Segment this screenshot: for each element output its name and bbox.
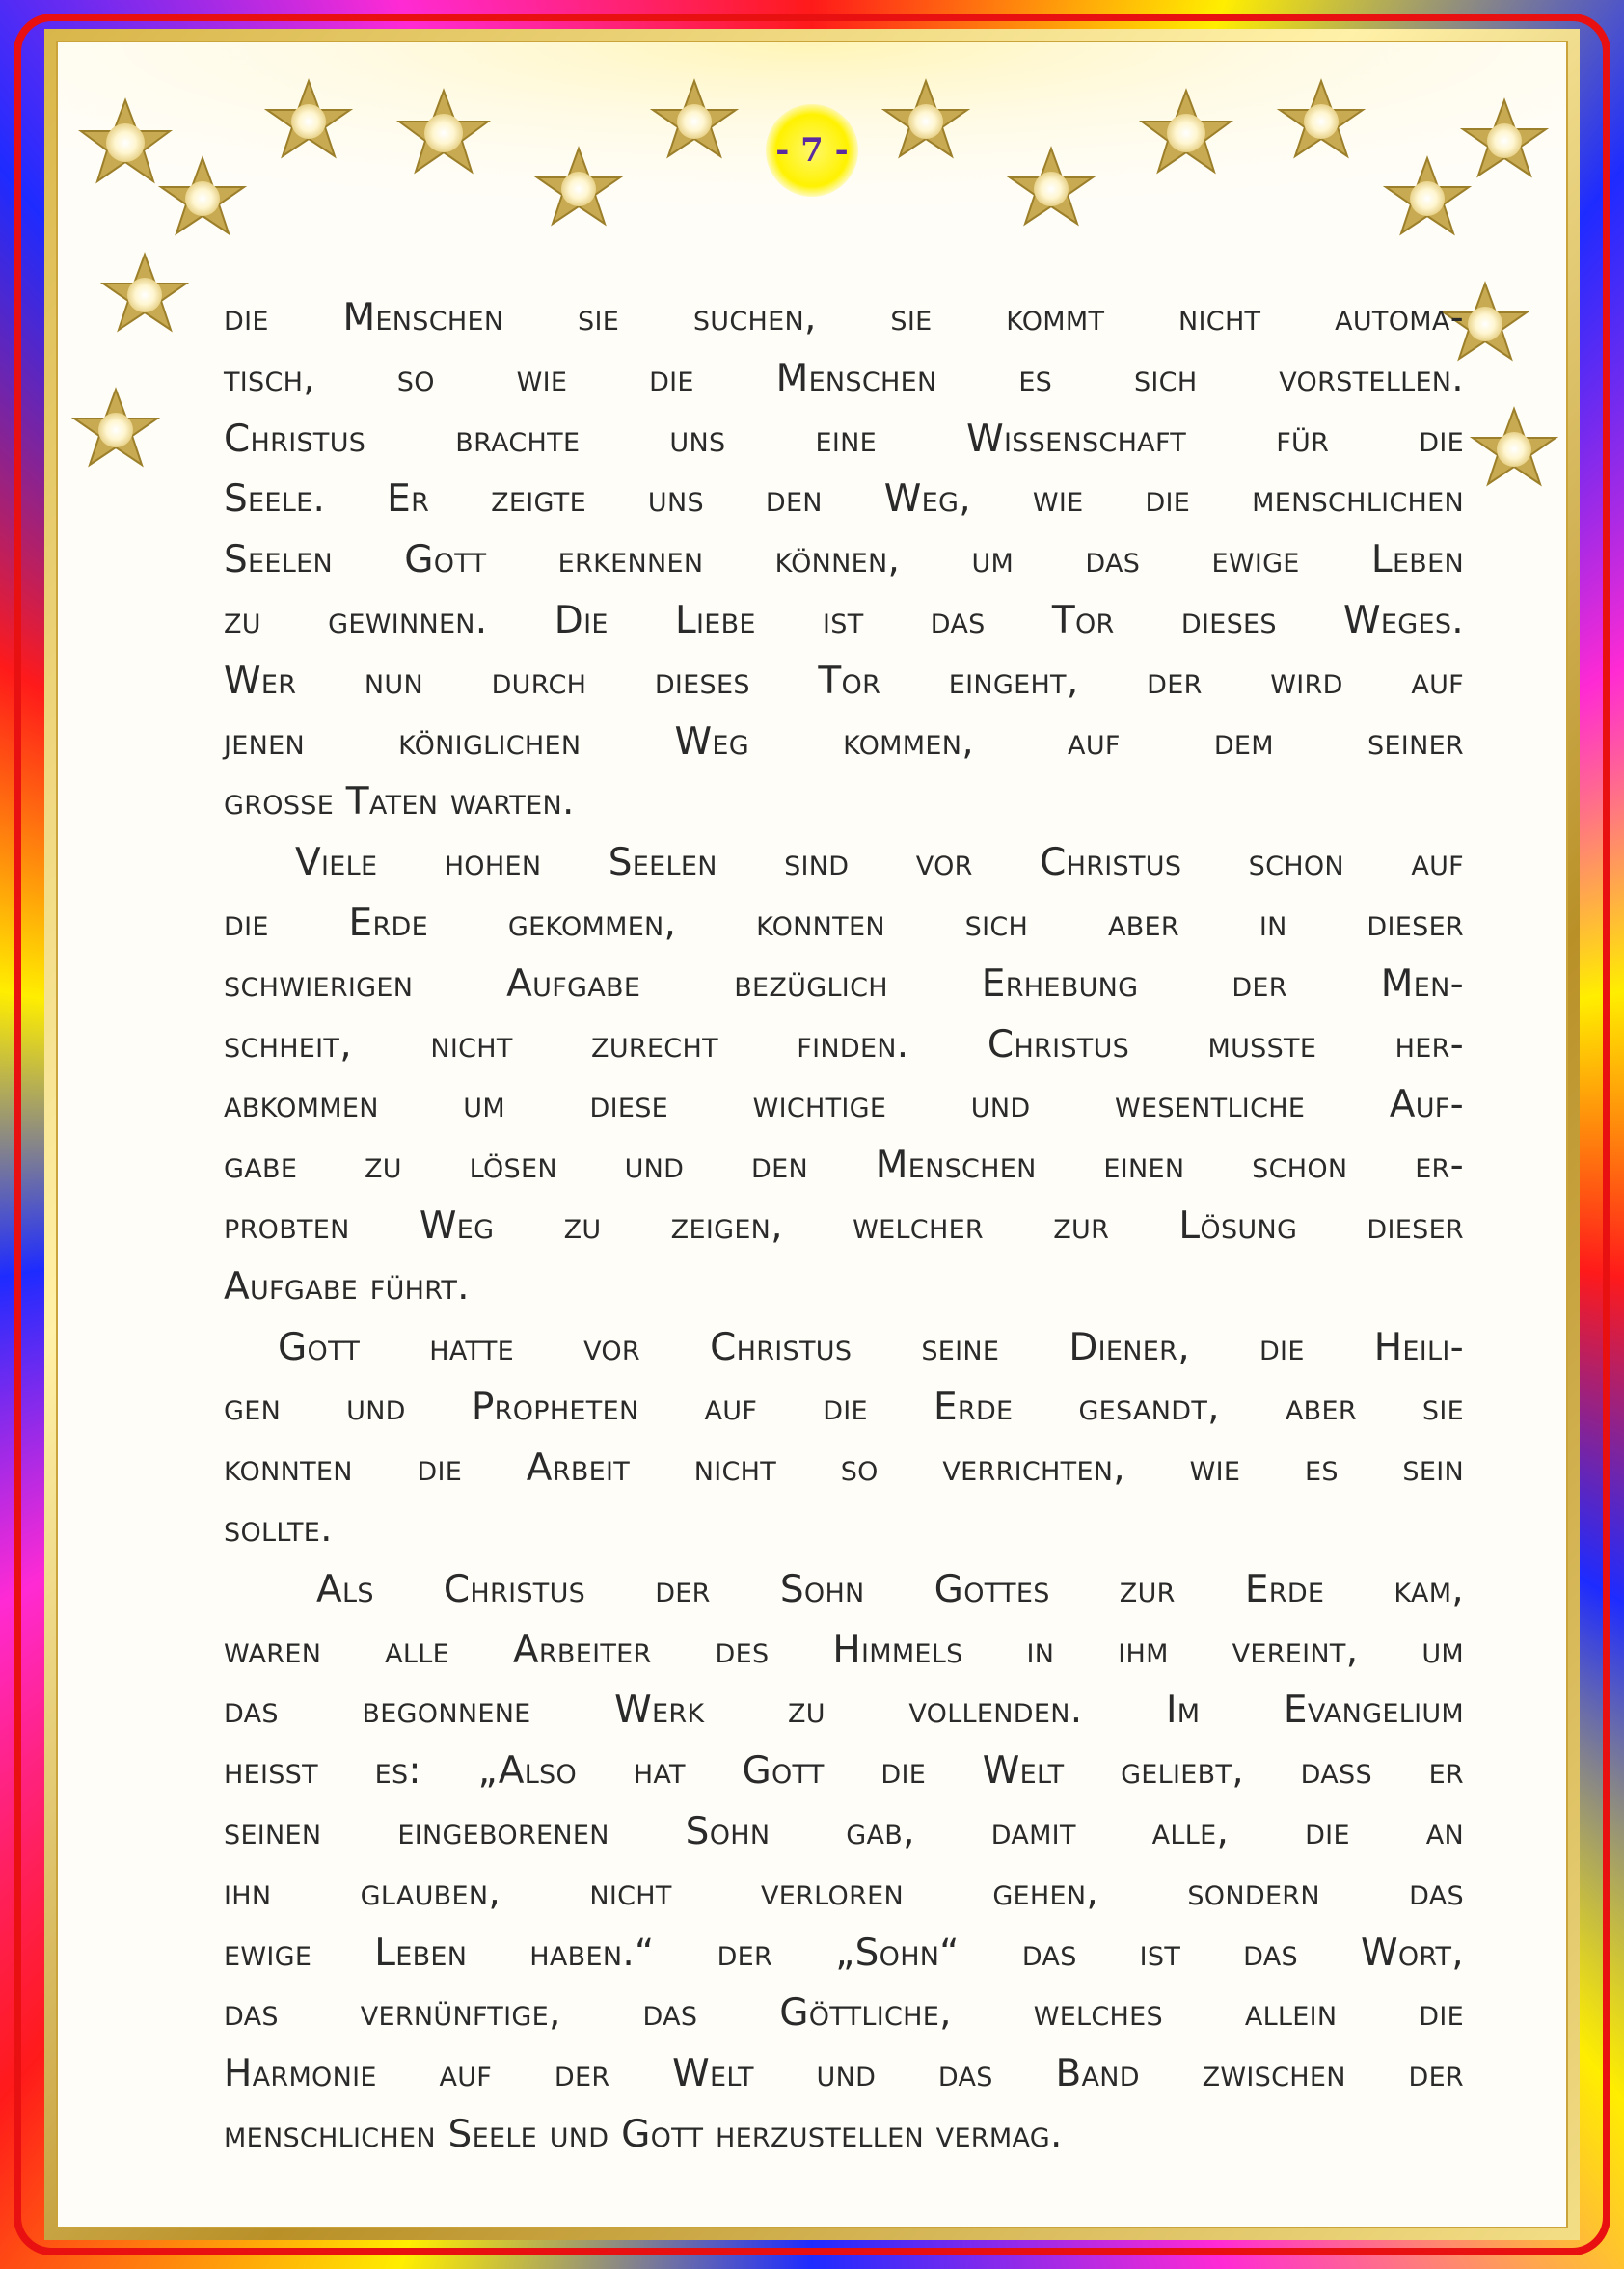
- text-line: gen und Propheten auf die Erde gesandt, aber sie: [224, 1386, 1464, 1430]
- text-line: jenen königlichen Weg kommen, auf dem seiner: [224, 719, 1464, 764]
- body-text: [224, 288, 1464, 2166]
- text-line: das begonnene Werk zu vollenden. Im Evangelium: [224, 1688, 1464, 1733]
- page: [56, 41, 1568, 2228]
- text-line: menschlichen Seele und Gott herzustellen vermag.: [224, 2112, 1063, 2156]
- text-line: gabe zu lösen und den Menschen einen schon er-: [224, 1144, 1464, 1188]
- text-line: konnten die Arbeit nicht so verrichten, wie es sein: [224, 1446, 1464, 1491]
- text-line: Viele hohen Seelen sind vor Christus schon auf: [295, 841, 1464, 885]
- text-line: sollte.: [224, 1506, 333, 1551]
- text-line: das vernünftige, das Göttliche, welches allein die: [224, 1991, 1464, 2036]
- text-line: probten Weg zu zeigen, welcher zur Lösung dieser: [224, 1203, 1464, 1248]
- text-line: die Erde gekommen, konnten sich aber in dieser: [224, 901, 1464, 945]
- text-line: grosse Taten warten.: [224, 780, 575, 824]
- text-line: Harmonie auf der Welt und das Band zwischen der: [224, 2052, 1464, 2096]
- text-line: tisch, so wie die Menschen es sich vorstellen.: [224, 356, 1464, 400]
- paragraph: [224, 1560, 1464, 2166]
- text-line: Wer nun durch dieses Tor eingeht, der wird auf: [224, 659, 1464, 703]
- text-line: Christus brachte uns eine Wissenschaft für die: [224, 417, 1464, 461]
- text-line: Aufgabe führt.: [224, 1264, 470, 1309]
- text-line: zu gewinnen. Die Liebe ist das Tor dieses Weges.: [224, 598, 1464, 642]
- page-number: - 7 -: [766, 104, 858, 197]
- paragraph: [224, 288, 1464, 833]
- text-line: seinen eingeborenen Sohn gab, damit alle, die an: [224, 1809, 1464, 1853]
- text-line: heisst es: „Also hat Gott die Welt geliebt, dass er: [224, 1749, 1464, 1794]
- text-line: ihn glauben, nicht verloren gehen, sondern das: [224, 1870, 1464, 1914]
- text-line: schheit, nicht zurecht finden. Christus musste her-: [224, 1022, 1464, 1067]
- text-line: abkommen um diese wichtige und wesentliche Auf-: [224, 1083, 1464, 1127]
- text-line: Gott hatte vor Christus seine Diener, die Heili-: [278, 1325, 1464, 1369]
- text-line: Seele. Er zeigte uns den Weg, wie die menschlichen: [224, 477, 1464, 522]
- text-line: schwierigen Aufgabe bezüglich Erhebung der Men-: [224, 961, 1464, 1006]
- text-line: waren alle Arbeiter des Himmels in ihm vereint, um: [224, 1628, 1464, 1672]
- text-line: Seelen Gott erkennen können, um das ewige Leben: [224, 538, 1464, 582]
- gold-frame: [44, 29, 1580, 2240]
- text-line: Als Christus der Sohn Gottes zur Erde kam,: [316, 1567, 1464, 1611]
- text-line: ewige Leben haben.“ der „Sohn“ das ist das Wort,: [224, 1931, 1464, 1975]
- paragraph: [224, 833, 1464, 1317]
- text-line: die Menschen sie suchen, sie kommt nicht automa-: [224, 296, 1464, 339]
- paragraph: [224, 1318, 1464, 1560]
